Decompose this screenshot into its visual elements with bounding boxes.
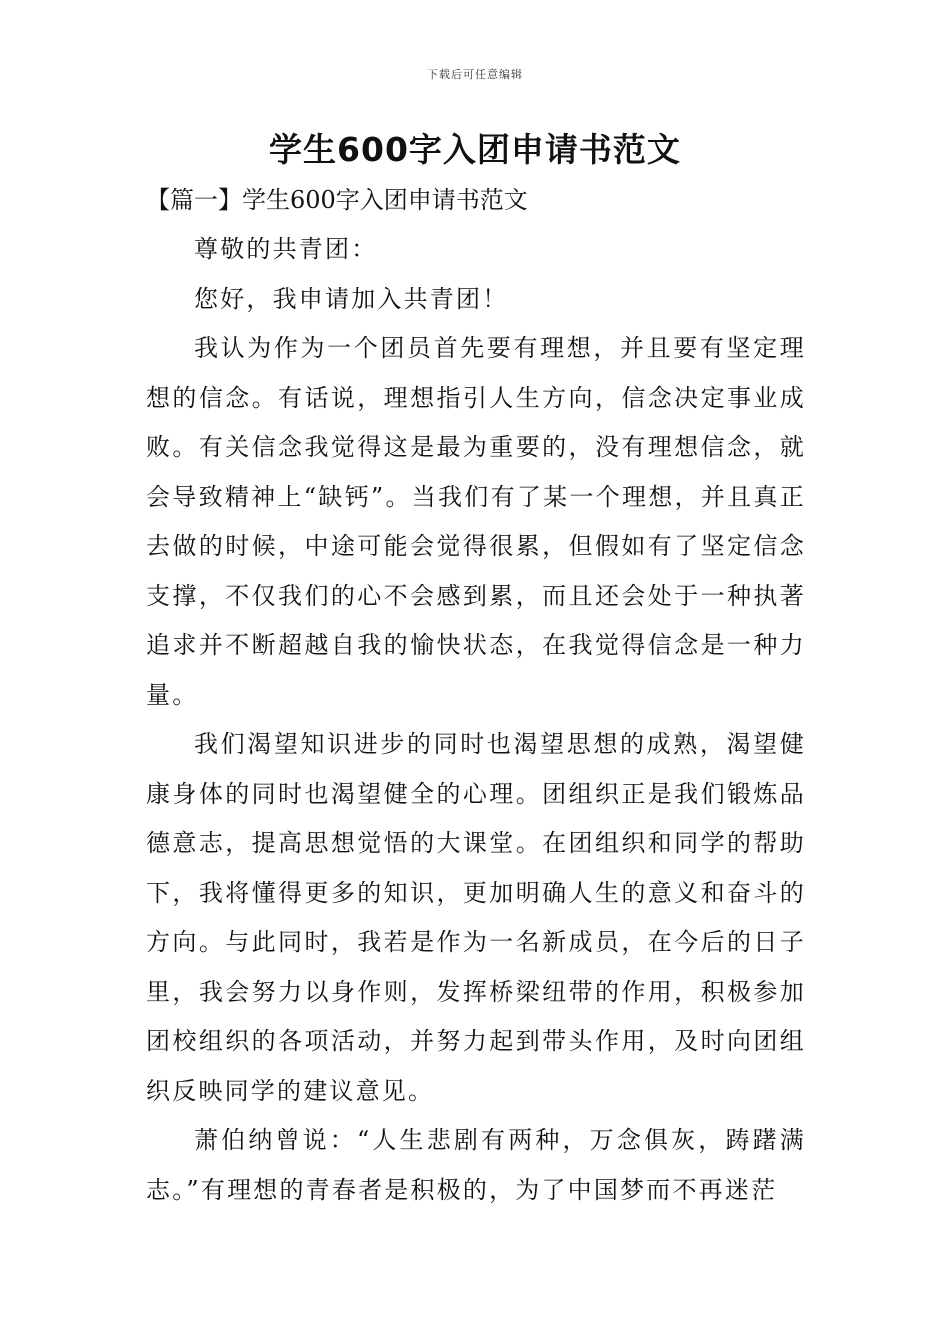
section-heading: 【篇一】学生600字入团申请书范文 xyxy=(146,186,528,214)
document-title: 学生600字入团申请书范文 xyxy=(269,130,681,169)
body-paragraph: 萧伯纳曾说：“人生悲剧有两种，万念俱灰，踌躇满志。”有理想的青春者是积极的，为了中国梦而不再迷茫 xyxy=(146,1126,806,1204)
greeting: 您好，我申请加入共青团！ xyxy=(194,284,509,313)
body-paragraph: 我们渴望知识进步的同时也渴望思想的成熟，渴望健康身体的同时也渴望健全的心理。团组织正是我们锻炼品德意志，提高思想觉悟的大课堂。在团组织和同学的帮助下，我将懂得更多的知识，更加明确人生的意义和奋斗的方向。与此同时，我若是作为一名新成员，在今后的日子里，我会努力以身作则，发挥桥梁纽带的作用，积极参加团校组织的各项活动，并努力起到带头作用，及时向团组织反映同学的建议意见。 xyxy=(146,730,806,1105)
body-paragraph: 我认为作为一个团员首先要有理想，并且要有坚定理想的信念。有话说，理想指引人生方向，信念决定事业成败。有关信念我觉得这是最为重要的，没有理想信念，就会导致精神上“缺钙”。当我们有了某一个理想，并且真正去做的时候，中途可能会觉得很累，但假如有了坚定信念支撑，不仅我们的心不会感到累，而且还会处于一种执著追求并不断超越自我的愉快状态，在我觉得信念是一种力量。 xyxy=(146,334,806,709)
document-body xyxy=(146,225,806,1215)
salutation: 尊敬的共青团： xyxy=(194,235,378,263)
header-note: 下载后可任意编辑 xyxy=(427,68,523,81)
